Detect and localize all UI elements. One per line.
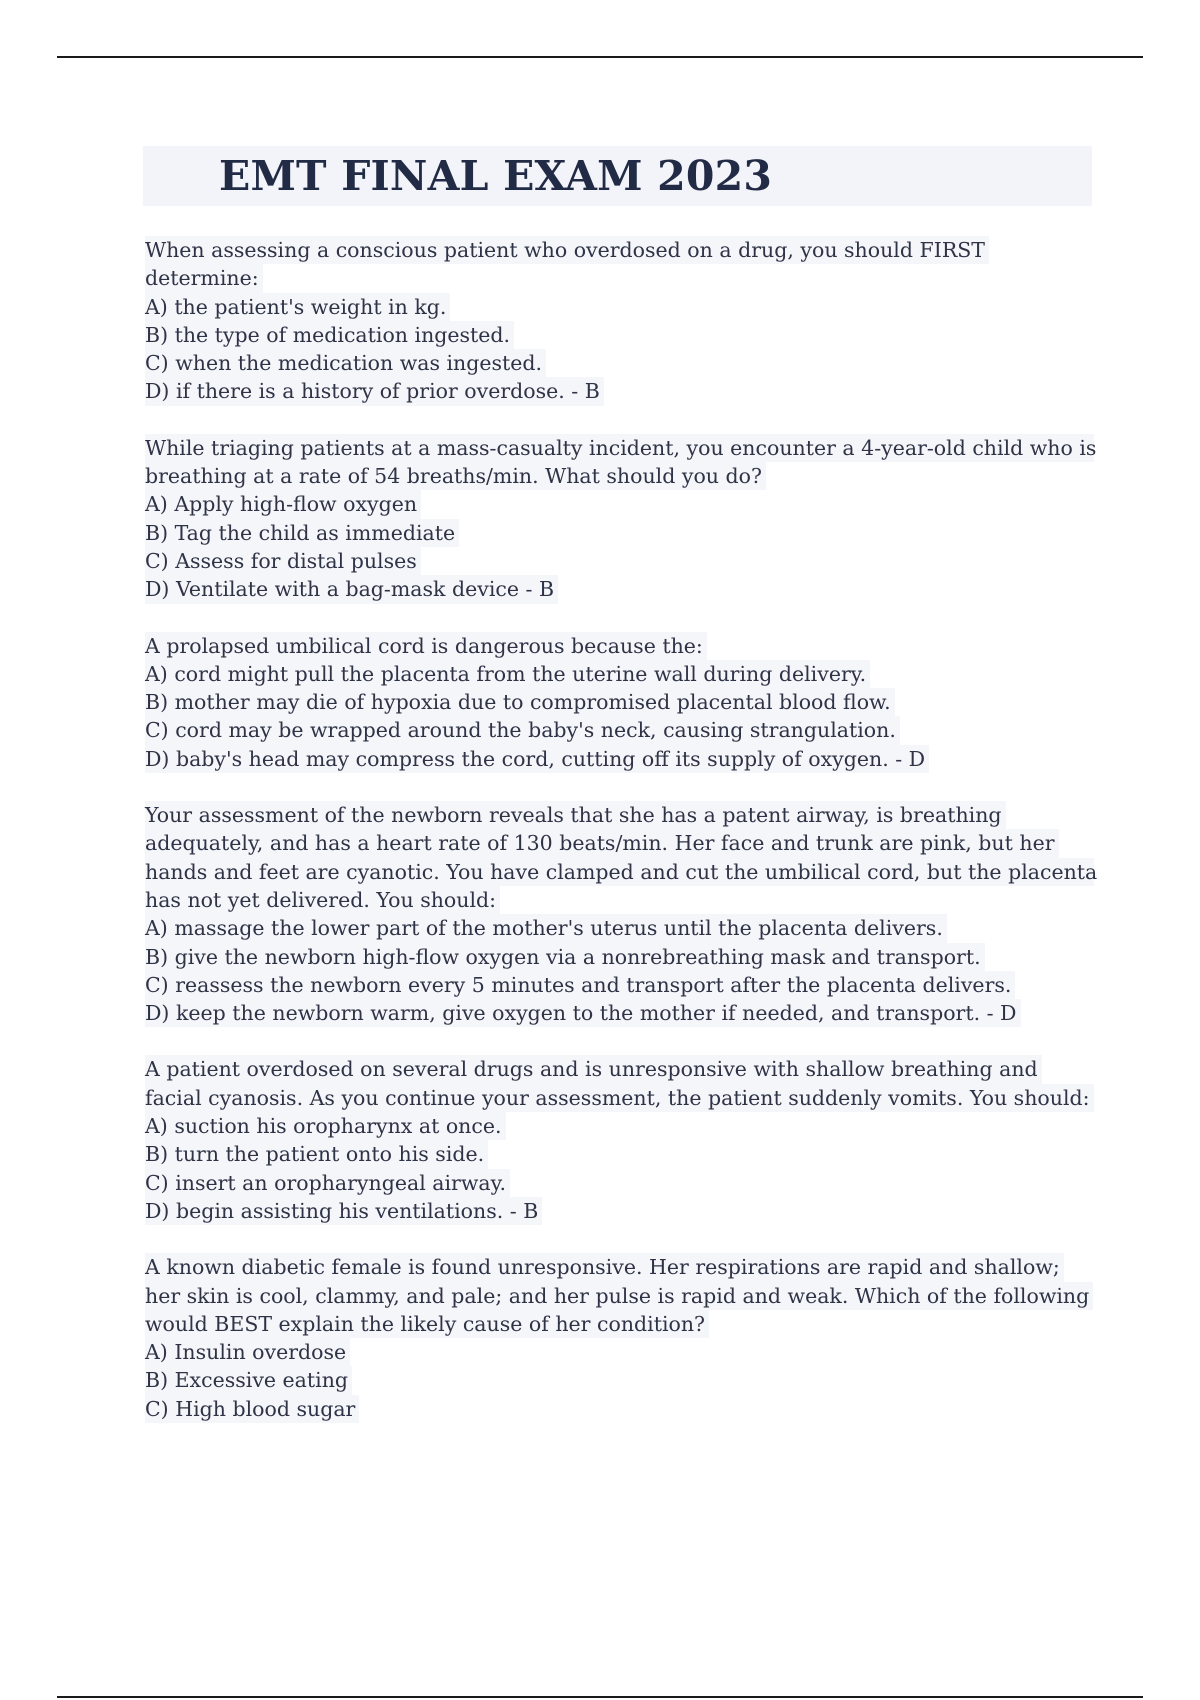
question-3 bbox=[145, 632, 1090, 773]
question-stem-line: A prolapsed umbilical cord is dangerous because the: bbox=[145, 632, 707, 660]
footer-rule bbox=[57, 1696, 1143, 1698]
answer-option-a: A) cord might pull the placenta from the uterine wall during delivery. bbox=[145, 660, 870, 688]
question-stem-line: hands and feet are cyanotic. You have clamped and cut the umbilical cord, but the placenta bbox=[145, 858, 1094, 886]
question-stem-line: her skin is cool, clammy, and pale; and her pulse is rapid and weak. Which of the following bbox=[145, 1282, 1093, 1310]
question-5 bbox=[145, 1055, 1090, 1225]
title-band bbox=[143, 146, 1092, 206]
answer-option-d: D) Ventilate with a bag-mask device - B bbox=[145, 575, 558, 603]
answer-option-d: D) begin assisting his ventilations. - B bbox=[145, 1197, 542, 1225]
answer-option-b: B) give the newborn high-flow oxygen via a nonrebreathing mask and transport. bbox=[145, 943, 985, 971]
answer-option-c: C) insert an oropharyngeal airway. bbox=[145, 1169, 510, 1197]
question-list bbox=[145, 236, 1098, 1451]
question-stem-line: A known diabetic female is found unresponsive. Her respirations are rapid and shallow; bbox=[145, 1253, 1064, 1281]
answer-option-b: B) Excessive eating bbox=[145, 1366, 352, 1394]
answer-option-b: B) the type of medication ingested. bbox=[145, 321, 514, 349]
answer-option-c: C) Assess for distal pulses bbox=[145, 547, 421, 575]
answer-option-c: C) cord may be wrapped around the baby's neck, causing strangulation. bbox=[145, 716, 900, 744]
question-stem-line: While triaging patients at a mass-casualty incident, you encounter a 4-year-old child who is bbox=[145, 434, 1094, 462]
question-stem-line: has not yet delivered. You should: bbox=[145, 886, 500, 914]
answer-option-b: B) Tag the child as immediate bbox=[145, 519, 459, 547]
question-stem-line: adequately, and has a heart rate of 130 beats/min. Her face and trunk are pink, but her bbox=[145, 829, 1059, 857]
answer-option-b: B) mother may die of hypoxia due to compromised placental blood flow. bbox=[145, 688, 895, 716]
question-4 bbox=[145, 801, 1098, 1027]
question-2 bbox=[145, 434, 1097, 604]
answer-option-a: A) Apply high-flow oxygen bbox=[145, 490, 421, 518]
answer-option-a: A) Insulin overdose bbox=[145, 1338, 350, 1366]
answer-option-c: C) reassess the newborn every 5 minutes and transport after the placenta delivers. bbox=[145, 971, 1015, 999]
answer-option-d: D) if there is a history of prior overdose. - B bbox=[145, 377, 604, 405]
question-6 bbox=[145, 1253, 1090, 1423]
question-stem-line: facial cyanosis. As you continue your assessment, the patient suddenly vomits. You should: bbox=[145, 1084, 1094, 1112]
question-stem-line: determine: bbox=[145, 264, 263, 292]
question-stem-line: Your assessment of the newborn reveals that she has a patent airway, is breathing bbox=[145, 801, 1006, 829]
question-stem-line: would BEST explain the likely cause of her condition? bbox=[145, 1310, 709, 1338]
answer-option-a: A) the patient's weight in kg. bbox=[145, 293, 450, 321]
question-1 bbox=[145, 236, 1090, 406]
answer-option-b: B) turn the patient onto his side. bbox=[145, 1140, 488, 1168]
answer-option-c: C) High blood sugar bbox=[145, 1395, 359, 1423]
answer-option-c: C) when the medication was ingested. bbox=[145, 349, 546, 377]
answer-option-a: A) massage the lower part of the mother's uterus until the placenta delivers. bbox=[145, 914, 947, 942]
question-stem-line: When assessing a conscious patient who overdosed on a drug, you should FIRST bbox=[145, 236, 989, 264]
answer-option-a: A) suction his oropharynx at once. bbox=[145, 1112, 506, 1140]
header-rule bbox=[57, 56, 1143, 58]
question-stem-line: A patient overdosed on several drugs and is unresponsive with shallow breathing and bbox=[145, 1055, 1042, 1083]
page-title: EMT FINAL EXAM 2023 bbox=[219, 151, 773, 200]
answer-option-d: D) keep the newborn warm, give oxygen to the mother if needed, and transport. - D bbox=[145, 999, 1021, 1027]
answer-option-d: D) baby's head may compress the cord, cutting off its supply of oxygen. - D bbox=[145, 745, 929, 773]
question-stem-line: breathing at a rate of 54 breaths/min. What should you do? bbox=[145, 462, 766, 490]
